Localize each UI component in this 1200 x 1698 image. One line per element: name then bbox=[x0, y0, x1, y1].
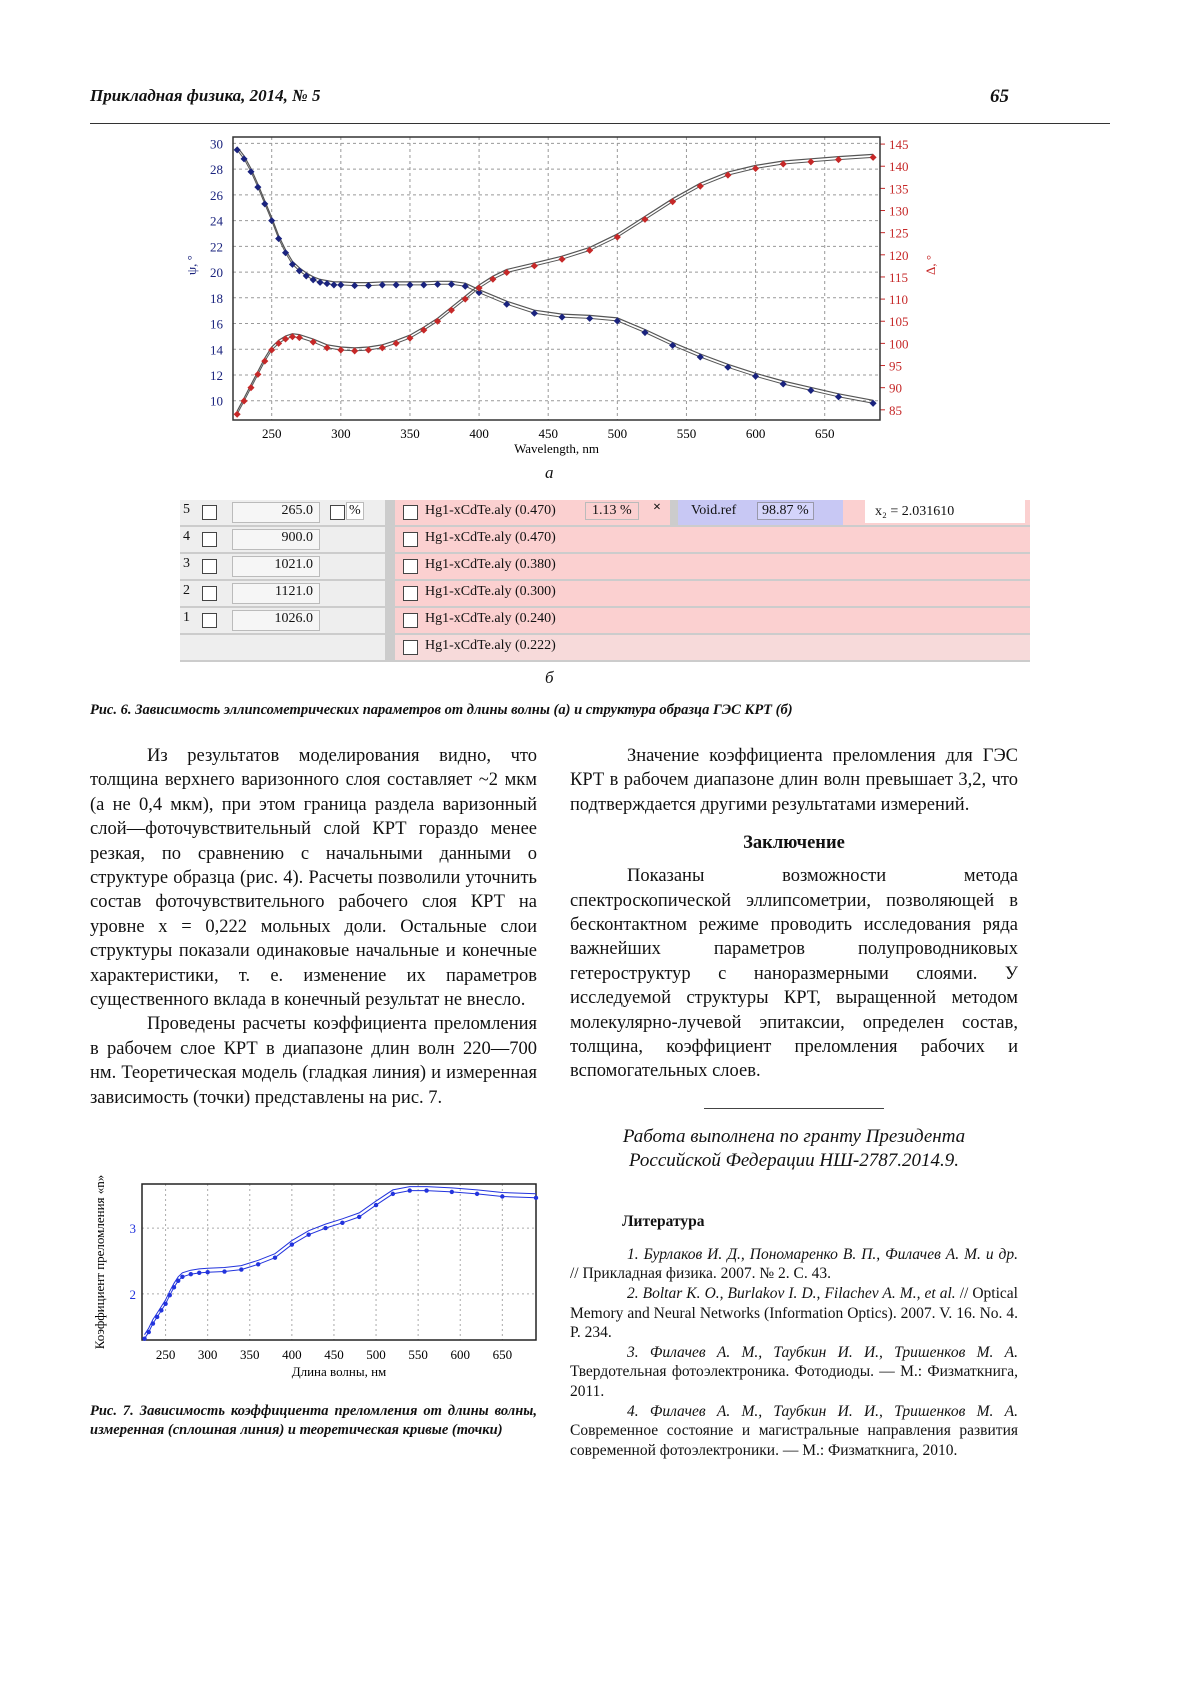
page-number: 65 bbox=[990, 86, 1009, 107]
data-point bbox=[155, 1315, 159, 1319]
x-tick-label: 650 bbox=[814, 426, 835, 441]
x-tick-label: 300 bbox=[331, 426, 351, 441]
data-point bbox=[151, 1321, 155, 1325]
data-point bbox=[222, 1269, 226, 1273]
ref-source: // Optical Memory and Neural Networks (Information Optics). 2007. V. 16. No. 4. P. 234. bbox=[570, 1285, 1018, 1342]
journal-header: Прикладная физика, 2014, № 5 bbox=[90, 86, 321, 105]
x-tick-label: 400 bbox=[282, 1347, 302, 1362]
y2-tick-label: 95 bbox=[889, 358, 902, 374]
reference-item bbox=[570, 1343, 1018, 1402]
paragraph: Показаны возможности метода спектроскопической эллипсометрии, позволяющей в бесконтактном режиме проводить исследования ряда важнейших параметров полупроводниковых гетероструктур с наноразмерными слоями. У исследуемой структуры КРТ, выращенной методом молекулярно-лучевой эпитаксии, определен состав, толщина, коэффициент преломления рабочих и вспомогательных слоев. bbox=[570, 866, 1018, 1082]
ref-source: Твердотельная фотоэлектроника. Фотодиоды. — М.: Физматкнига, 2011. bbox=[570, 1363, 1018, 1401]
x-tick-label: 500 bbox=[607, 426, 628, 441]
y-tick-label: 14 bbox=[210, 342, 223, 358]
data-point bbox=[374, 1203, 378, 1207]
x-axis-label: Wavelength, nm bbox=[514, 441, 599, 456]
data-point bbox=[450, 1190, 454, 1194]
percent-checkbox[interactable] bbox=[330, 505, 345, 520]
reference-item bbox=[570, 1402, 1018, 1461]
layer-structure-table bbox=[180, 500, 1030, 662]
close-icon[interactable]: × bbox=[653, 500, 661, 515]
data-point bbox=[323, 1226, 327, 1230]
layer-number: 4 bbox=[183, 529, 190, 544]
y2-tick-label: 85 bbox=[889, 402, 902, 418]
y-tick-label: 26 bbox=[210, 187, 223, 203]
y-tick-label: 24 bbox=[210, 213, 223, 229]
thickness-field[interactable]: 1121.0 bbox=[232, 583, 320, 604]
header-rule bbox=[90, 123, 1110, 124]
layer-number: 1 bbox=[183, 610, 190, 625]
x-tick-label: 250 bbox=[155, 1347, 176, 1362]
data-point bbox=[534, 1196, 538, 1200]
layer-number: 5 bbox=[183, 502, 190, 517]
y-tick-label: 10 bbox=[210, 393, 223, 409]
separator bbox=[704, 1108, 884, 1109]
material-cell[interactable] bbox=[385, 554, 1030, 579]
thickness-field[interactable]: 1026.0 bbox=[232, 610, 320, 631]
y-tick-label: 22 bbox=[210, 239, 223, 255]
data-point bbox=[424, 1188, 428, 1192]
x-tick-label: 250 bbox=[261, 426, 282, 441]
y-tick-label: 28 bbox=[210, 162, 223, 178]
y2-tick-label: 145 bbox=[889, 137, 909, 153]
layer-number: 3 bbox=[183, 556, 190, 571]
material-name: Hg1-xCdTe.aly (0.240) bbox=[425, 611, 556, 626]
data-point bbox=[159, 1308, 163, 1312]
layer-row bbox=[180, 554, 1030, 581]
right-column bbox=[570, 744, 1018, 1460]
y2-tick-label: 110 bbox=[889, 292, 909, 308]
figure-label-b: б bbox=[545, 668, 554, 687]
x-tick-label: 450 bbox=[324, 1347, 344, 1362]
y-tick-label: 2 bbox=[129, 1286, 136, 1302]
x-tick-label: 400 bbox=[469, 426, 489, 441]
y2-tick-label: 130 bbox=[889, 203, 909, 219]
material-cell[interactable] bbox=[385, 608, 1030, 633]
material-cell[interactable] bbox=[385, 581, 1030, 606]
plot-frame bbox=[233, 137, 880, 420]
layer-row bbox=[180, 527, 1030, 554]
layer-row bbox=[180, 635, 1030, 662]
data-point bbox=[475, 1192, 479, 1196]
y-axis-label: Коэффициент преломления «n» bbox=[92, 1174, 107, 1350]
x-tick-label: 600 bbox=[450, 1347, 470, 1362]
material-checkbox[interactable] bbox=[403, 532, 418, 547]
data-point bbox=[172, 1285, 176, 1289]
x-tick-label: 300 bbox=[197, 1347, 218, 1362]
ref-authors: 2. Boltar K. O., Burlakov I. D., Filachev A. M., et al. bbox=[627, 1285, 956, 1303]
figure-label-a: а bbox=[545, 463, 554, 482]
y2-tick-label: 140 bbox=[889, 159, 909, 175]
x-tick-label: 650 bbox=[492, 1347, 513, 1362]
y2-tick-label: 135 bbox=[889, 181, 909, 197]
material-cell[interactable] bbox=[385, 500, 1030, 525]
ref-source: Современное состояние и магистральные направления развития современной фотоэлектроники. — М.: Физматкнига, 2010. bbox=[570, 1422, 1018, 1459]
material-name: Hg1-xCdTe.aly (0.470) bbox=[425, 530, 556, 545]
material-name: Hg1-xCdTe.aly (0.470) bbox=[425, 503, 556, 518]
data-point bbox=[273, 1256, 277, 1260]
delta-data-point bbox=[234, 411, 241, 418]
y2-tick-label: 115 bbox=[889, 269, 909, 285]
delta-data-point bbox=[351, 347, 358, 354]
layer-checkbox[interactable] bbox=[202, 613, 217, 628]
data-point bbox=[147, 1330, 151, 1334]
fraction-field[interactable]: 1.13 % bbox=[585, 502, 639, 520]
x-tick-label: 550 bbox=[676, 426, 697, 441]
measured-line bbox=[145, 1187, 537, 1335]
y-tick-label: 3 bbox=[129, 1221, 136, 1237]
data-point bbox=[189, 1272, 193, 1276]
delta-model-line bbox=[237, 154, 873, 411]
ref-authors: 4. Филачев А. М., Таубкин И. И., Тришенков М. А. bbox=[627, 1402, 1018, 1420]
plot-frame bbox=[142, 1184, 536, 1340]
layer-row bbox=[180, 608, 1030, 635]
data-point bbox=[180, 1275, 184, 1279]
data-point bbox=[408, 1188, 412, 1192]
ref-authors: 3. Филачев А. М., Таубкин И. И., Тришенков М. А. bbox=[627, 1343, 1018, 1361]
x-tick-label: 600 bbox=[745, 426, 766, 441]
references-heading: Литература bbox=[622, 1212, 705, 1230]
figure7-caption: Рис. 7. Зависимость коэффициента преломления от длины волны, измеренная (сплошная линия) и теоретическая кривые (точки) bbox=[90, 1403, 537, 1438]
data-point bbox=[239, 1267, 243, 1271]
data-point bbox=[306, 1232, 310, 1236]
y2-tick-label: 90 bbox=[889, 380, 902, 396]
y2-tick-label: 120 bbox=[889, 247, 909, 263]
material-name: Hg1-xCdTe.aly (0.222) bbox=[425, 638, 556, 653]
delta-data-point bbox=[420, 327, 427, 334]
material-checkbox[interactable] bbox=[403, 505, 418, 520]
delta-data-point bbox=[282, 335, 289, 342]
conclusion-heading: Заключение bbox=[743, 833, 845, 854]
y-tick-label: 12 bbox=[210, 367, 223, 383]
data-point bbox=[391, 1192, 395, 1196]
layer-checkbox[interactable] bbox=[202, 586, 217, 601]
layer-row bbox=[180, 581, 1030, 608]
ref-authors: 1. Бурлаков И. Д., Пономаренко В. П., Филачев А. М. и др. bbox=[627, 1245, 1018, 1263]
psi-data-point bbox=[282, 249, 289, 256]
material-checkbox[interactable] bbox=[403, 559, 418, 574]
delta-data-point bbox=[489, 276, 496, 283]
y2-tick-label: 100 bbox=[889, 336, 909, 352]
layer-row bbox=[180, 500, 1030, 527]
ref-source: // Прикладная физика. 2007. № 2. С. 43. bbox=[570, 1265, 831, 1283]
delta-data-point bbox=[669, 198, 676, 205]
left-column bbox=[90, 744, 537, 1110]
x-tick-label: 350 bbox=[400, 426, 420, 441]
data-point bbox=[340, 1221, 344, 1225]
grant-note: Работа выполнена по гранту Президента Российской Федерации НШ-2787.2014.9. bbox=[622, 1125, 966, 1171]
psi-model-line bbox=[237, 147, 873, 400]
material-name: Hg1-xCdTe.aly (0.380) bbox=[425, 557, 556, 572]
paragraph: Значение коэффициента преломления для ГЭС КРТ в рабочем диапазоне длин волн превышает 3,2, что подтверждается другими результатами измерений. bbox=[570, 746, 1018, 815]
data-point bbox=[205, 1270, 209, 1274]
data-point bbox=[256, 1262, 260, 1266]
paragraph: Проведены расчеты коэффициента преломления в рабочем слое КРТ в диапазоне длин волн 220—700 нм. Теоретическая модель (гладкая линия) и измеренная зависимость (точки) представлены на рис. 7. bbox=[90, 1014, 537, 1108]
data-point bbox=[500, 1194, 504, 1198]
layer-checkbox[interactable] bbox=[202, 505, 217, 520]
x-tick-label: 550 bbox=[408, 1347, 428, 1362]
data-point bbox=[163, 1302, 167, 1306]
delta-data-point bbox=[697, 183, 704, 190]
layer-number: 2 bbox=[183, 583, 190, 598]
thickness-field[interactable]: 1021.0 bbox=[232, 556, 320, 577]
data-point bbox=[168, 1293, 172, 1297]
delta-data-point bbox=[641, 216, 648, 223]
paragraph: Из результатов моделирования видно, что толщина верхнего варизонного слоя составляет ~2 мкм (а не 0,4 мкм), при этом граница раздела варизонный слой—фоточувствительный слой КРТ гораздо менее резкая, по сравнению с начальными данными о структуре образца (рис. 4). Расчеты позволили уточнить состав фоточувствительного рабочего слоя КРТ на уровне x = 0,222 мольных доли. Остальные слои структуры показали одинаковые начальные и конечные характеристики, т. е. изменение их параметров существенного вклада в конечный результат не внесло. bbox=[90, 746, 537, 1011]
y2-tick-label: 125 bbox=[889, 225, 909, 241]
percent-label: % bbox=[346, 502, 364, 520]
reference-item bbox=[570, 1284, 1018, 1343]
figure6-caption: Рис. 6. Зависимость эллипсометрических параметров от длины волны (а) и структура образца ГЭС КРТ (б) bbox=[90, 702, 793, 718]
layer-checkbox[interactable] bbox=[202, 532, 217, 547]
material-cell[interactable] bbox=[385, 527, 1030, 552]
void-fraction-field[interactable]: 98.87 % bbox=[757, 502, 814, 520]
theory-line bbox=[145, 1191, 537, 1339]
y-tick-label: 30 bbox=[210, 136, 223, 152]
thickness-field[interactable]: 265.0 bbox=[232, 502, 320, 523]
x-axis-label: Длина волны, нм bbox=[291, 1364, 387, 1379]
x-tick-label: 350 bbox=[240, 1347, 260, 1362]
layer-checkbox[interactable] bbox=[202, 559, 217, 574]
material-checkbox[interactable] bbox=[403, 640, 418, 655]
material-checkbox[interactable] bbox=[403, 586, 418, 601]
y-tick-label: 16 bbox=[210, 316, 223, 332]
reference-item bbox=[570, 1245, 1018, 1284]
chi-square-value: x₂ = 2.031610 bbox=[865, 500, 1025, 523]
material-cell[interactable] bbox=[385, 635, 1030, 660]
material-name: Hg1-xCdTe.aly (0.300) bbox=[425, 584, 556, 599]
y2-axis-label: Δ, ° bbox=[923, 254, 938, 275]
material-checkbox[interactable] bbox=[403, 613, 418, 628]
ellipsometry-chart bbox=[0, 125, 1200, 465]
y2-tick-label: 105 bbox=[889, 314, 909, 330]
data-point bbox=[176, 1279, 180, 1283]
references-list bbox=[570, 1245, 1018, 1461]
y-tick-label: 20 bbox=[210, 265, 223, 281]
data-point bbox=[197, 1271, 201, 1275]
data-point bbox=[142, 1336, 146, 1340]
y-axis-label: ψ, ° bbox=[184, 255, 199, 275]
psi-fit-line bbox=[237, 150, 873, 403]
y-tick-label: 18 bbox=[210, 290, 223, 306]
thickness-field[interactable]: 900.0 bbox=[232, 529, 320, 550]
x-tick-label: 450 bbox=[538, 426, 558, 441]
data-point bbox=[357, 1215, 361, 1219]
data-point bbox=[290, 1242, 294, 1246]
refractive-index-chart bbox=[80, 1170, 550, 1385]
void-material: Void.ref bbox=[691, 503, 737, 518]
x-tick-label: 500 bbox=[366, 1347, 386, 1362]
